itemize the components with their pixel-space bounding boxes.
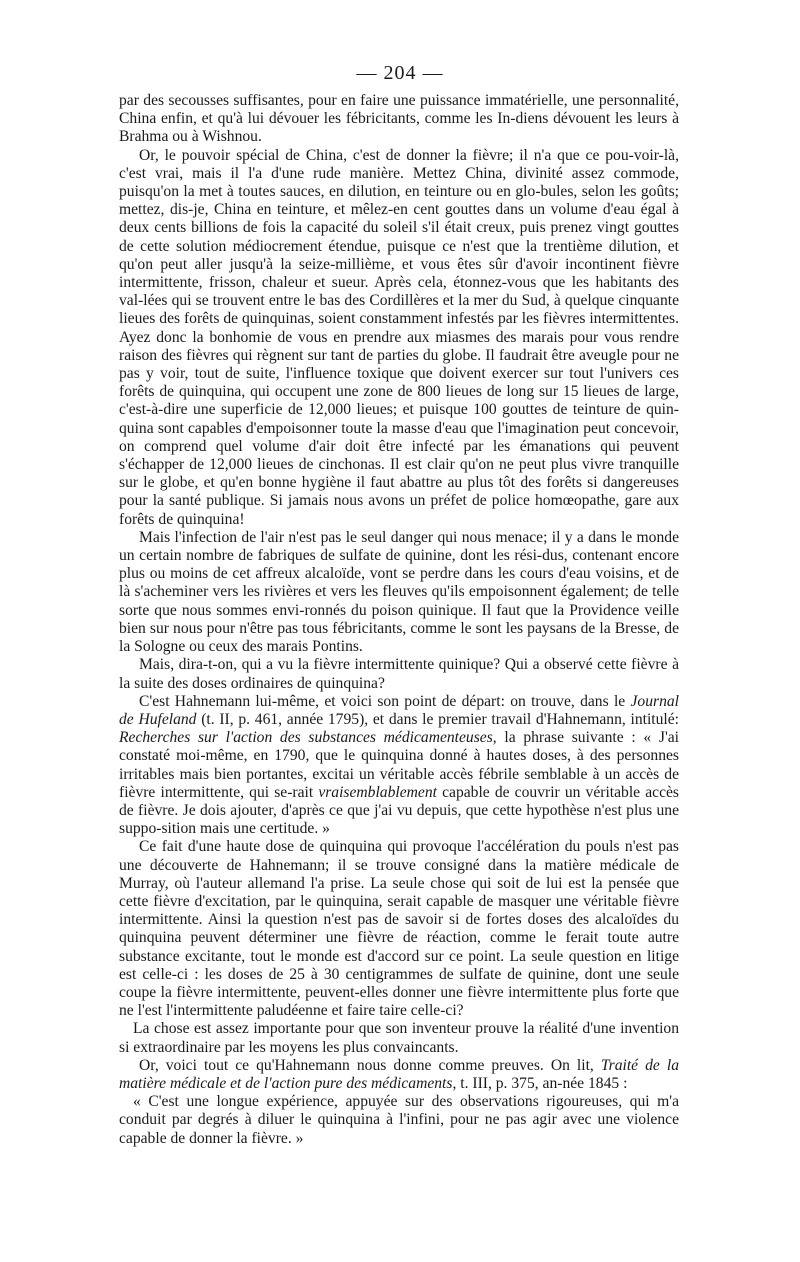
paragraph: [119, 1093, 679, 1148]
text-run: (t. II, p. 461, année 1795), et dans le premier travail d'Hahnemann, intitulé:: [196, 710, 679, 728]
text-run: C'est Hahnemann lui-même, et voici son point de départ: on trouve, dans le: [139, 692, 631, 710]
italic-run: Journal de Hufeland: [119, 692, 679, 728]
text-run: Or, le pouvoir spécial de China, c'est de donner la fièvre; il n'a que ce pou-voir-là, c'est vrai, mais il l'a d'une rude manière. Mettez China, divinité assez commode, puisqu'on la met à toutes sauces, en dilution, en teinture ou en glo-bules, selon les goûts; mettez, dis-je, China en teinture, et mêlez-en cent gouttes dans un volume d'eau égal à deux cents billions de fois la capacité du soleil s'il était creux, puis prenez vingt gouttes de cette solution médiocrement étendue, puisque ce n'est que la trentième dilution, et qu'on peut aller jusqu'à la seize-millième, et vous êtes sûr d'avoir incontinent fièvre intermittente, frisson, chaleur et sueur. Après cela, étonnez-vous que les habitants des val-lées qui se trouvent entre le bas des Cordillères et la mer du Sud, à quelque cinquante lieues des forêts de quinquinas, soient constamment infestés par les fièvres intermittentes. Ayez donc la bonhomie de vous en prendre aux miasmes des marais pour vous rendre raison des fièvres qui règnent sur tant de parties du globe. Il faudrait être aveugle pour ne pas y voir, tout de suite, l'influence toxique que doivent exercer sur tout l'univers ces forêts de quinquina, qui occupent une zone de 800 lieues de long sur 15 lieues de large, c'est-à-dire une superficie de 12,000 lieues; et puisque 100 gouttes de teinture de quin-quina sont capables d'empoisonner toute la masse d'eau que l'imagination peut concevoir, on comprend quel volume d'air doit être infecté par les émanations qui peuvent s'échapper de 12,000 lieues de cinchonas. Il est clair qu'on ne peut plus vivre tranquille sur le globe, et qu'en bonne hygiène il faut abattre au plus tôt des forêts si dangereuses pour la santé publique. Si jamais nous avons un préfet de police homœopathe, gare aux forêts de quinquina!: [119, 146, 679, 528]
paragraph: [119, 838, 679, 1020]
text-run: Mais l'infection de l'air n'est pas le seul danger qui nous menace; il y a dans le monde un certain nombre de fabriques de sulfate de quinine, dont les rési-dus, contenant encore plus ou moins de cet affreux alcaloïde, vont se perdre dans les cours d'eau voisins, et de là s'acheminer vers les rivières et vers les fleuves qu'ils empoisonnent également; de telle sorte que nous sommes envi-ronnés du poison quinique. Il faut que la Providence veille bien sur nous pour n'être pas tous fébricitants, comme le sont les paysans de la Bresse, de la Sologne ou ceux des marais Pontins.: [119, 528, 679, 656]
text-run: , la phrase suivante : « J'ai constaté moi-même, en 1790, que le quinquina donné à hautes doses, à des personnes irritables mais bien portantes, excitai un véritable accès fébrile semblable à un accès de fièvre intermittente, qui se-rait: [119, 729, 680, 801]
text-run: La chose est assez importante pour que son inventeur prouve la réalité d'une invention si extraordinaire par les moyens les plus convaincants.: [119, 1020, 679, 1056]
paragraph: [119, 529, 679, 656]
text-run: par des secousses suffisantes, pour en faire une puissance immatérielle, une personnalité, China enfin, et qu'à lui dévouer les fébricitants, comme les In-diens dévouent les leurs à Brahma ou à Wishnou.: [119, 92, 679, 146]
italic-run: vraisemblablement: [318, 783, 437, 801]
text-run: Ce fait d'une haute dose de quinquina qui provoque l'accélération du pouls n'est pas une découverte de Hahnemann; il se trouve consigné dans la matière médicale de Murray, où l'auteur allemand l'a prise. La seule chose qui soit de lui est la pensée que cette fièvre d'excitation, par le quinquina, serait capable de masquer une véritable fièvre intermittente. Ainsi la question n'est pas de savoir si de fortes doses des alcaloïdes du quinquina peuvent déterminer une fièvre de réaction, comme le ferait toute autre substance excitante, tout le monde est d'accord sur ce point. La seule question en litige est celle-ci : les doses de 25 à 30 centigrammes de sulfate de quinine, dont une seule coupe la fièvre intermittente, peuvent-elles donner une fièvre intermittente plus forte que ne l'est l'intermittente paludéenne et faire taire celle-ci?: [119, 838, 679, 1020]
paragraph: [119, 147, 679, 529]
paragraph: [119, 1057, 679, 1093]
text-run: Mais, dira-t-on, qui a vu la fièvre intermittente quinique? Qui a observé cette fièvre à la suite des doses ordinaires de quinquina?: [119, 656, 679, 692]
paragraph: [119, 92, 679, 147]
page-number: — 204 —: [356, 62, 444, 84]
text-run: , t. III, p. 375, an-née 1845 :: [452, 1074, 628, 1092]
paragraph: [119, 1020, 679, 1056]
text-run: « C'est une longue expérience, appuyée sur des observations rigoureuses, qui m'a conduit par degrés à diluer le quinquina à l'infini, pour ne pas agir avec une violence capable de donner la fièvre. »: [119, 1093, 679, 1147]
paragraph: [119, 656, 679, 692]
text-run: capable de couvrir un véritable accès de fièvre. Je dois ajouter, d'après ce que j'ai vu depuis, que cette hypothèse n'est plus une suppo-sition mais une certitude. »: [119, 783, 679, 838]
italic-run: Recherches sur l'action des substances médicamenteuses: [119, 729, 493, 747]
paragraph: [119, 693, 679, 839]
italic-run: Traité de la matière médicale et de l'action pure des médicaments: [119, 1056, 679, 1092]
text-run: Or, voici tout ce qu'Hahnemann nous donne comme preuves. On lit,: [139, 1056, 601, 1074]
body-text: [119, 92, 679, 1148]
